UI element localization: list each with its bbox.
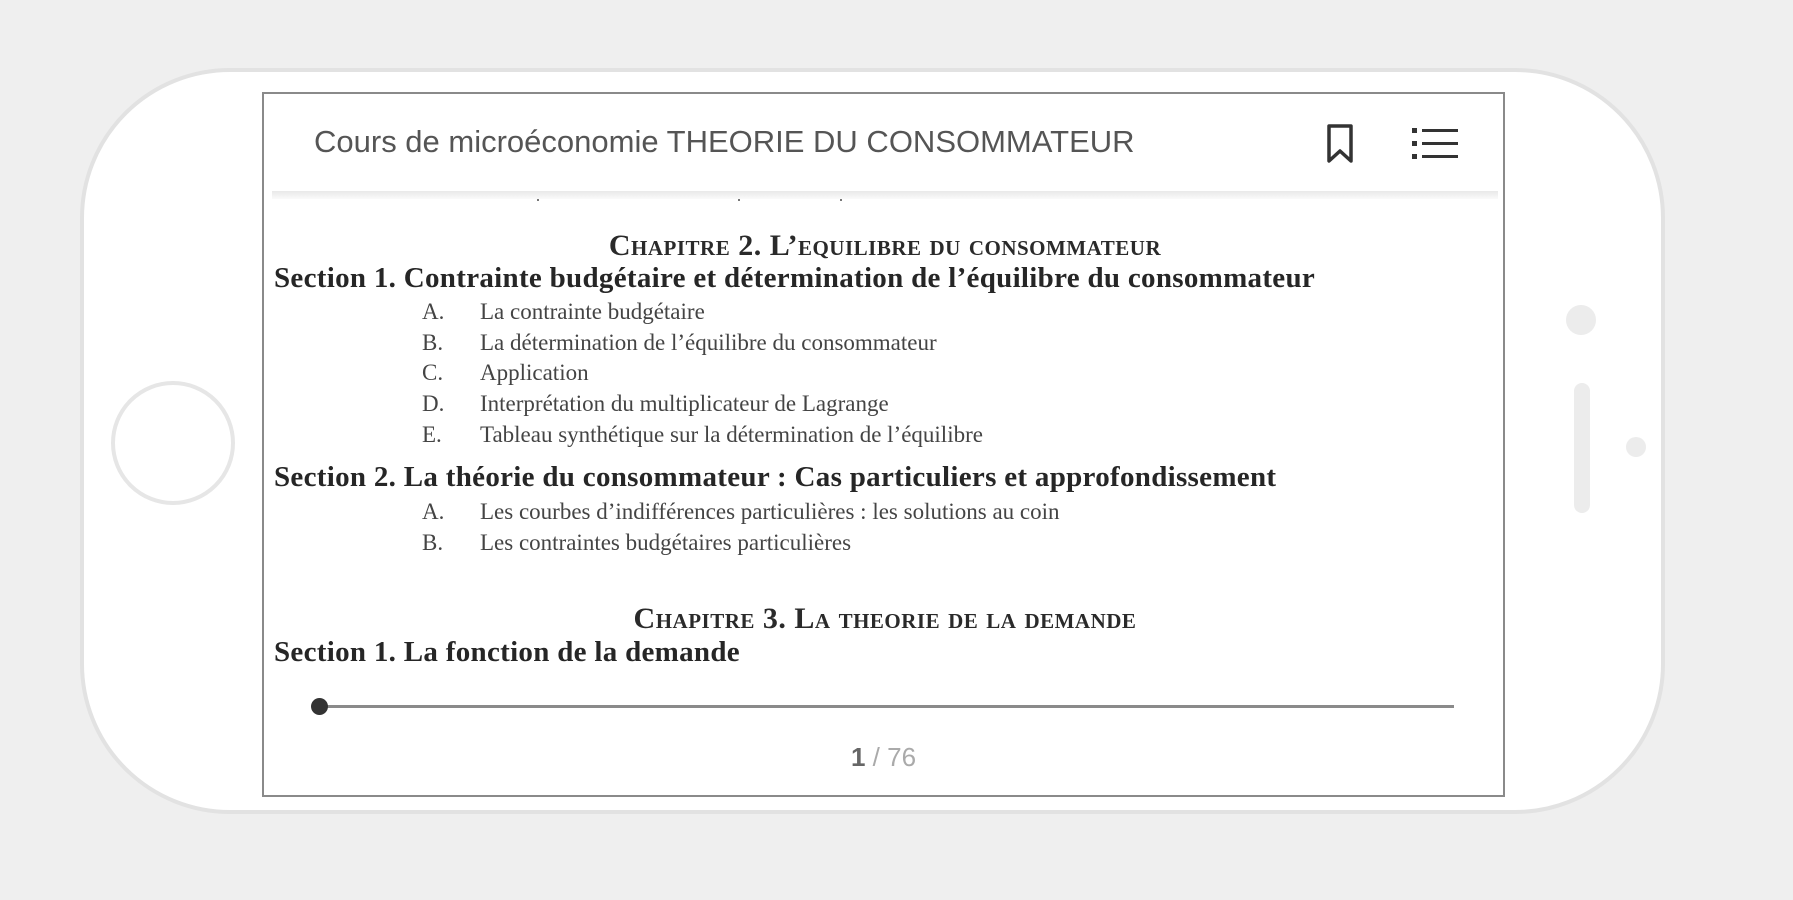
reader-footer (264, 678, 1503, 797)
list-item-letter: C. (422, 360, 444, 385)
bookmark-button[interactable] (1315, 119, 1365, 169)
list-item-letter: E. (422, 422, 442, 447)
chapter-2-section-1-heading: Section 1. Contrainte budgétaire et détermination de l’équilibre du consommateur (274, 262, 1316, 294)
list-item-letter: D. (422, 391, 445, 416)
speaker-grille (1574, 383, 1590, 513)
chapter-2-section-2-heading: Section 2. La théorie du consommateur : Cas particuliers et approfondissement (274, 461, 1277, 493)
reader-screen (262, 92, 1505, 797)
page-separator: / (865, 742, 888, 772)
document-title: Cours de microéconomie THEORIE DU CONSOMMATEUR (314, 124, 1135, 159)
page-slider-track[interactable] (319, 705, 1454, 708)
front-camera (1566, 305, 1596, 335)
table-of-contents-button[interactable] (1410, 119, 1460, 169)
list-item-text: Les contraintes budgétaires particulières (480, 530, 852, 555)
current-page-number: 1 (850, 742, 866, 772)
page-slider-handle[interactable] (311, 698, 328, 715)
total-page-count: 76 (887, 742, 917, 772)
previous-page-edge (272, 199, 1498, 203)
list-item-text: Tableau synthétique sur la détermination de l’équilibre (480, 422, 983, 447)
page-counter (264, 742, 1503, 773)
list-item-letter: B. (422, 530, 444, 555)
chapter-3-heading: Chapitre 3. La theorie de la demande (633, 602, 1137, 635)
list-item-text: La détermination de l’équilibre du consommateur (480, 330, 937, 355)
list-item-letter: A. (422, 499, 445, 524)
list-item-letter: B. (422, 330, 444, 355)
list-item-text: Interprétation du multiplicateur de Lagrange (480, 391, 889, 416)
chapter-2-heading: Chapitre 2. L’equilibre du consommateur (608, 229, 1162, 262)
list-item-text: Les courbes d’indifférences particulières : les solutions au coin (480, 499, 1060, 524)
proximity-sensor (1626, 437, 1646, 457)
header-divider (272, 191, 1498, 199)
chapter-3-section-1-heading: Section 1. La fonction de la demande (274, 636, 740, 668)
list-item-text: Application (480, 360, 589, 385)
bookmark-icon (1325, 123, 1355, 165)
reader-header (264, 94, 1503, 191)
list-item-text: La contrainte budgétaire (480, 299, 705, 324)
list-item-letter: A. (422, 299, 445, 324)
home-button (111, 381, 235, 505)
list-icon (1411, 125, 1459, 163)
